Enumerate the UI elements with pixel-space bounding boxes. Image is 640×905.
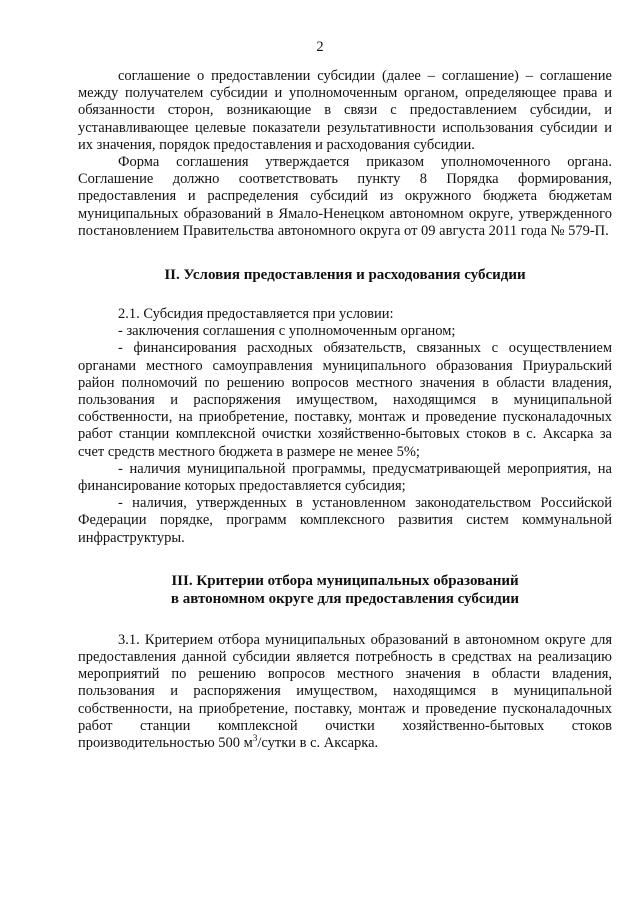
paragraph-agreement-definition: соглашение о предоставлении субсидии (далее – соглашение) – соглашение между получателем субсидии и уполномоченным органом, определяющее права и обязанности сторон, возникающие в связи с предоставлением субсидии, и устанавливающее целевые показатели результативности использования субсидии и их значения, порядок предоставления и расходования субсидии. bbox=[78, 68, 612, 153]
paragraph-agreement-form: Форма соглашения утверждается приказом уполномоченного органа. Соглашение должно соответствовать пункту 8 Порядка формирования, предоставления и распределения субсидий из окружного бюджета бюджетам муниципальных образований в Ямало-Ненецком автономном округе, утвержденного постановлением Правительства автономного округа от 09 августа 2011 года № 579-П. bbox=[78, 154, 612, 239]
condition-item-financing: - финансирования расходных обязательств, связанных с осуществлением органами местного самоуправления муниципального образования Приуральский район полномочий по решению вопросов местного значения в области владения, пользования и распоряжения имуществом, находящимся в муниципальной собственности, на приобретение, поставку, монтаж и проведение пусконаладочных работ станции комплексной очистки хозяйственно-бытовых стоков в с. Аксарка за счет средств местного бюджета в размере не менее 5%; bbox=[78, 340, 612, 460]
clause-2-1-intro: 2.1. Субсидия предоставляется при условии: bbox=[118, 306, 394, 323]
condition-item-infrastructure-programs: - наличия, утвержденных в установленном законодательством Российской Федерации порядке, программ комплексного развития систем коммунальной инфраструктуры. bbox=[78, 495, 612, 546]
clause-3-1-tail: /сутки в с. Аксарка. bbox=[257, 735, 379, 752]
document-body bbox=[78, 68, 612, 752]
cubic-superscript: 3 bbox=[252, 733, 258, 744]
condition-item-agreement: - заключения соглашения с уполномоченным органом; bbox=[118, 323, 456, 340]
spacer bbox=[78, 547, 612, 572]
clause-3-1-text: 3.1. Критерием отбора муниципальных образований в автономном округе для предоставления данной субсидии является потребность в средствах на реализацию мероприятий по решению вопросов местного значения в области владения, пользования и распоряжения имуществом, находящимся в муниципальной собственности, на приобретение, поставку, монтаж и проведение пусконаладочных работ станции комплексной очистки хозяйственно-бытовых стоков производительностью 500 м bbox=[78, 631, 612, 752]
spacer bbox=[78, 284, 612, 306]
section-3-heading-line-2: в автономном округе для предоставления субсидии bbox=[170, 590, 520, 607]
section-3-heading-line-1: III. Критерии отбора муниципальных образований bbox=[171, 572, 519, 589]
clause-3-1-criterion bbox=[78, 632, 612, 752]
spacer bbox=[78, 608, 612, 632]
section-2-heading: II. Условия предоставления и расходования субсидии bbox=[164, 267, 526, 284]
page-number: 2 bbox=[316, 39, 324, 55]
condition-item-municipal-program: - наличия муниципальной программы, предусматривающей мероприятия, на финансирование которых предоставляется субсидия; bbox=[78, 460, 612, 495]
spacer bbox=[78, 240, 612, 266]
